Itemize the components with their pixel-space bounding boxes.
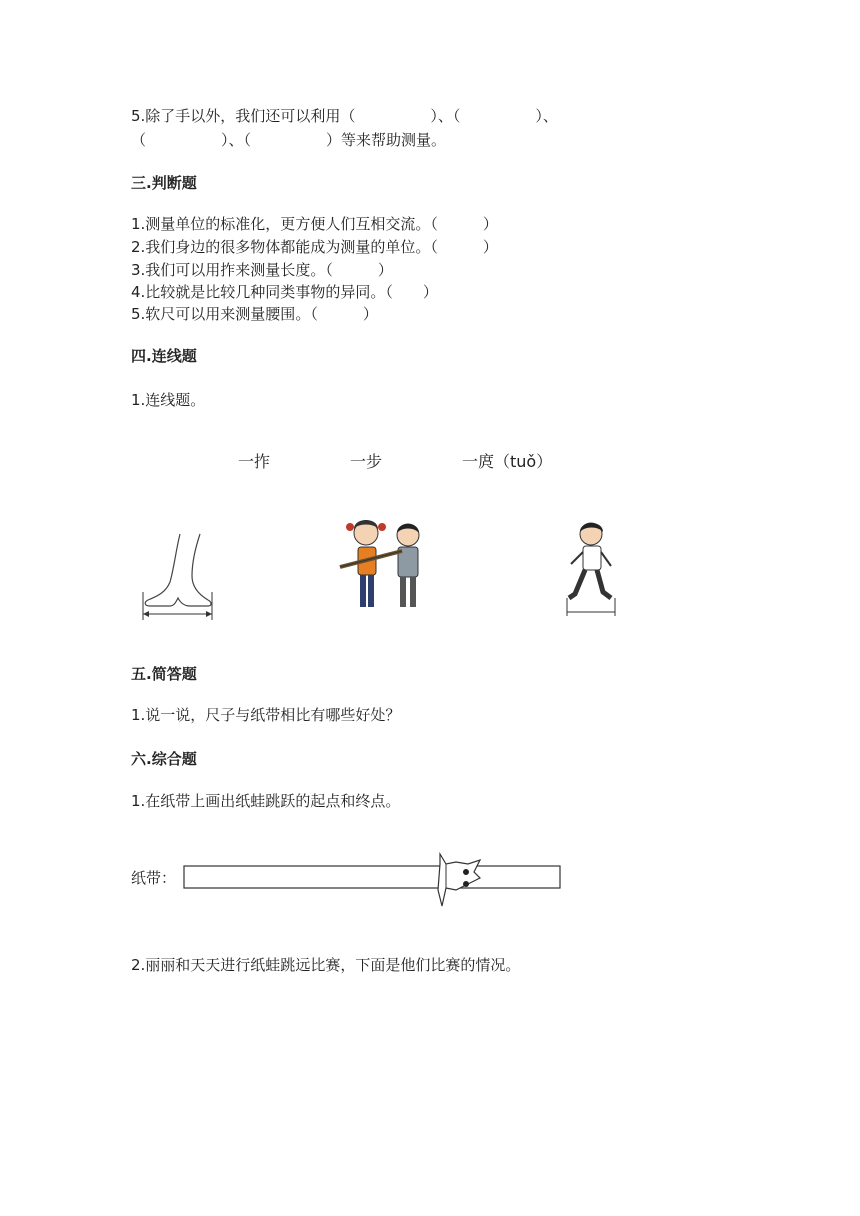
short-answer-question: 1.说一说，尺子与纸带相比有哪些好处？ bbox=[131, 706, 401, 724]
fill-blank-q5-line2: （ ）、（ ）等来帮助测量。 bbox=[131, 131, 447, 149]
comprehensive-heading: 六.综合题 bbox=[131, 750, 197, 768]
matching-label-zha: 一拃 bbox=[238, 452, 271, 471]
hand-span-illustration bbox=[140, 530, 216, 620]
matching-label-tuo: 一庹（tuǒ） bbox=[462, 452, 553, 471]
paper-strip-illustration bbox=[182, 850, 564, 910]
matching-heading: 四.连线题 bbox=[131, 347, 197, 365]
judgment-item-3: 3.我们可以用拃来测量长度。（ ） bbox=[131, 261, 393, 279]
judgment-heading: 三.判断题 bbox=[131, 174, 197, 192]
matching-label-bu: 一步 bbox=[350, 452, 383, 471]
comprehensive-question-2: 2.丽丽和天天进行纸蛙跳远比赛，下面是他们比赛的情况。 bbox=[131, 956, 521, 974]
comprehensive-question-1: 1.在纸带上画出纸蛙跳跃的起点和终点。 bbox=[131, 792, 401, 810]
paper-frog-icon bbox=[438, 854, 480, 906]
short-answer-heading: 五.简答题 bbox=[131, 665, 197, 683]
judgment-item-2: 2.我们身边的很多物体都能成为测量的单位。（ ） bbox=[131, 238, 498, 256]
fill-blank-q5-line1: 5.除了手以外，我们还可以利用（ ）、（ ）、 bbox=[131, 107, 558, 125]
walking-boy-illustration bbox=[563, 520, 623, 618]
judgment-item-4: 4.比较就是比较几种同类事物的异同。（ ） bbox=[131, 283, 438, 301]
two-kids-illustration bbox=[336, 515, 436, 615]
matching-question: 1.连线题。 bbox=[131, 391, 206, 409]
paper-strip-label: 纸带： bbox=[131, 869, 177, 887]
judgment-item-5: 5.软尺可以用来测量腰围。（ ） bbox=[131, 305, 378, 323]
judgment-item-1: 1.测量单位的标准化，更方便人们互相交流。（ ） bbox=[131, 215, 498, 233]
